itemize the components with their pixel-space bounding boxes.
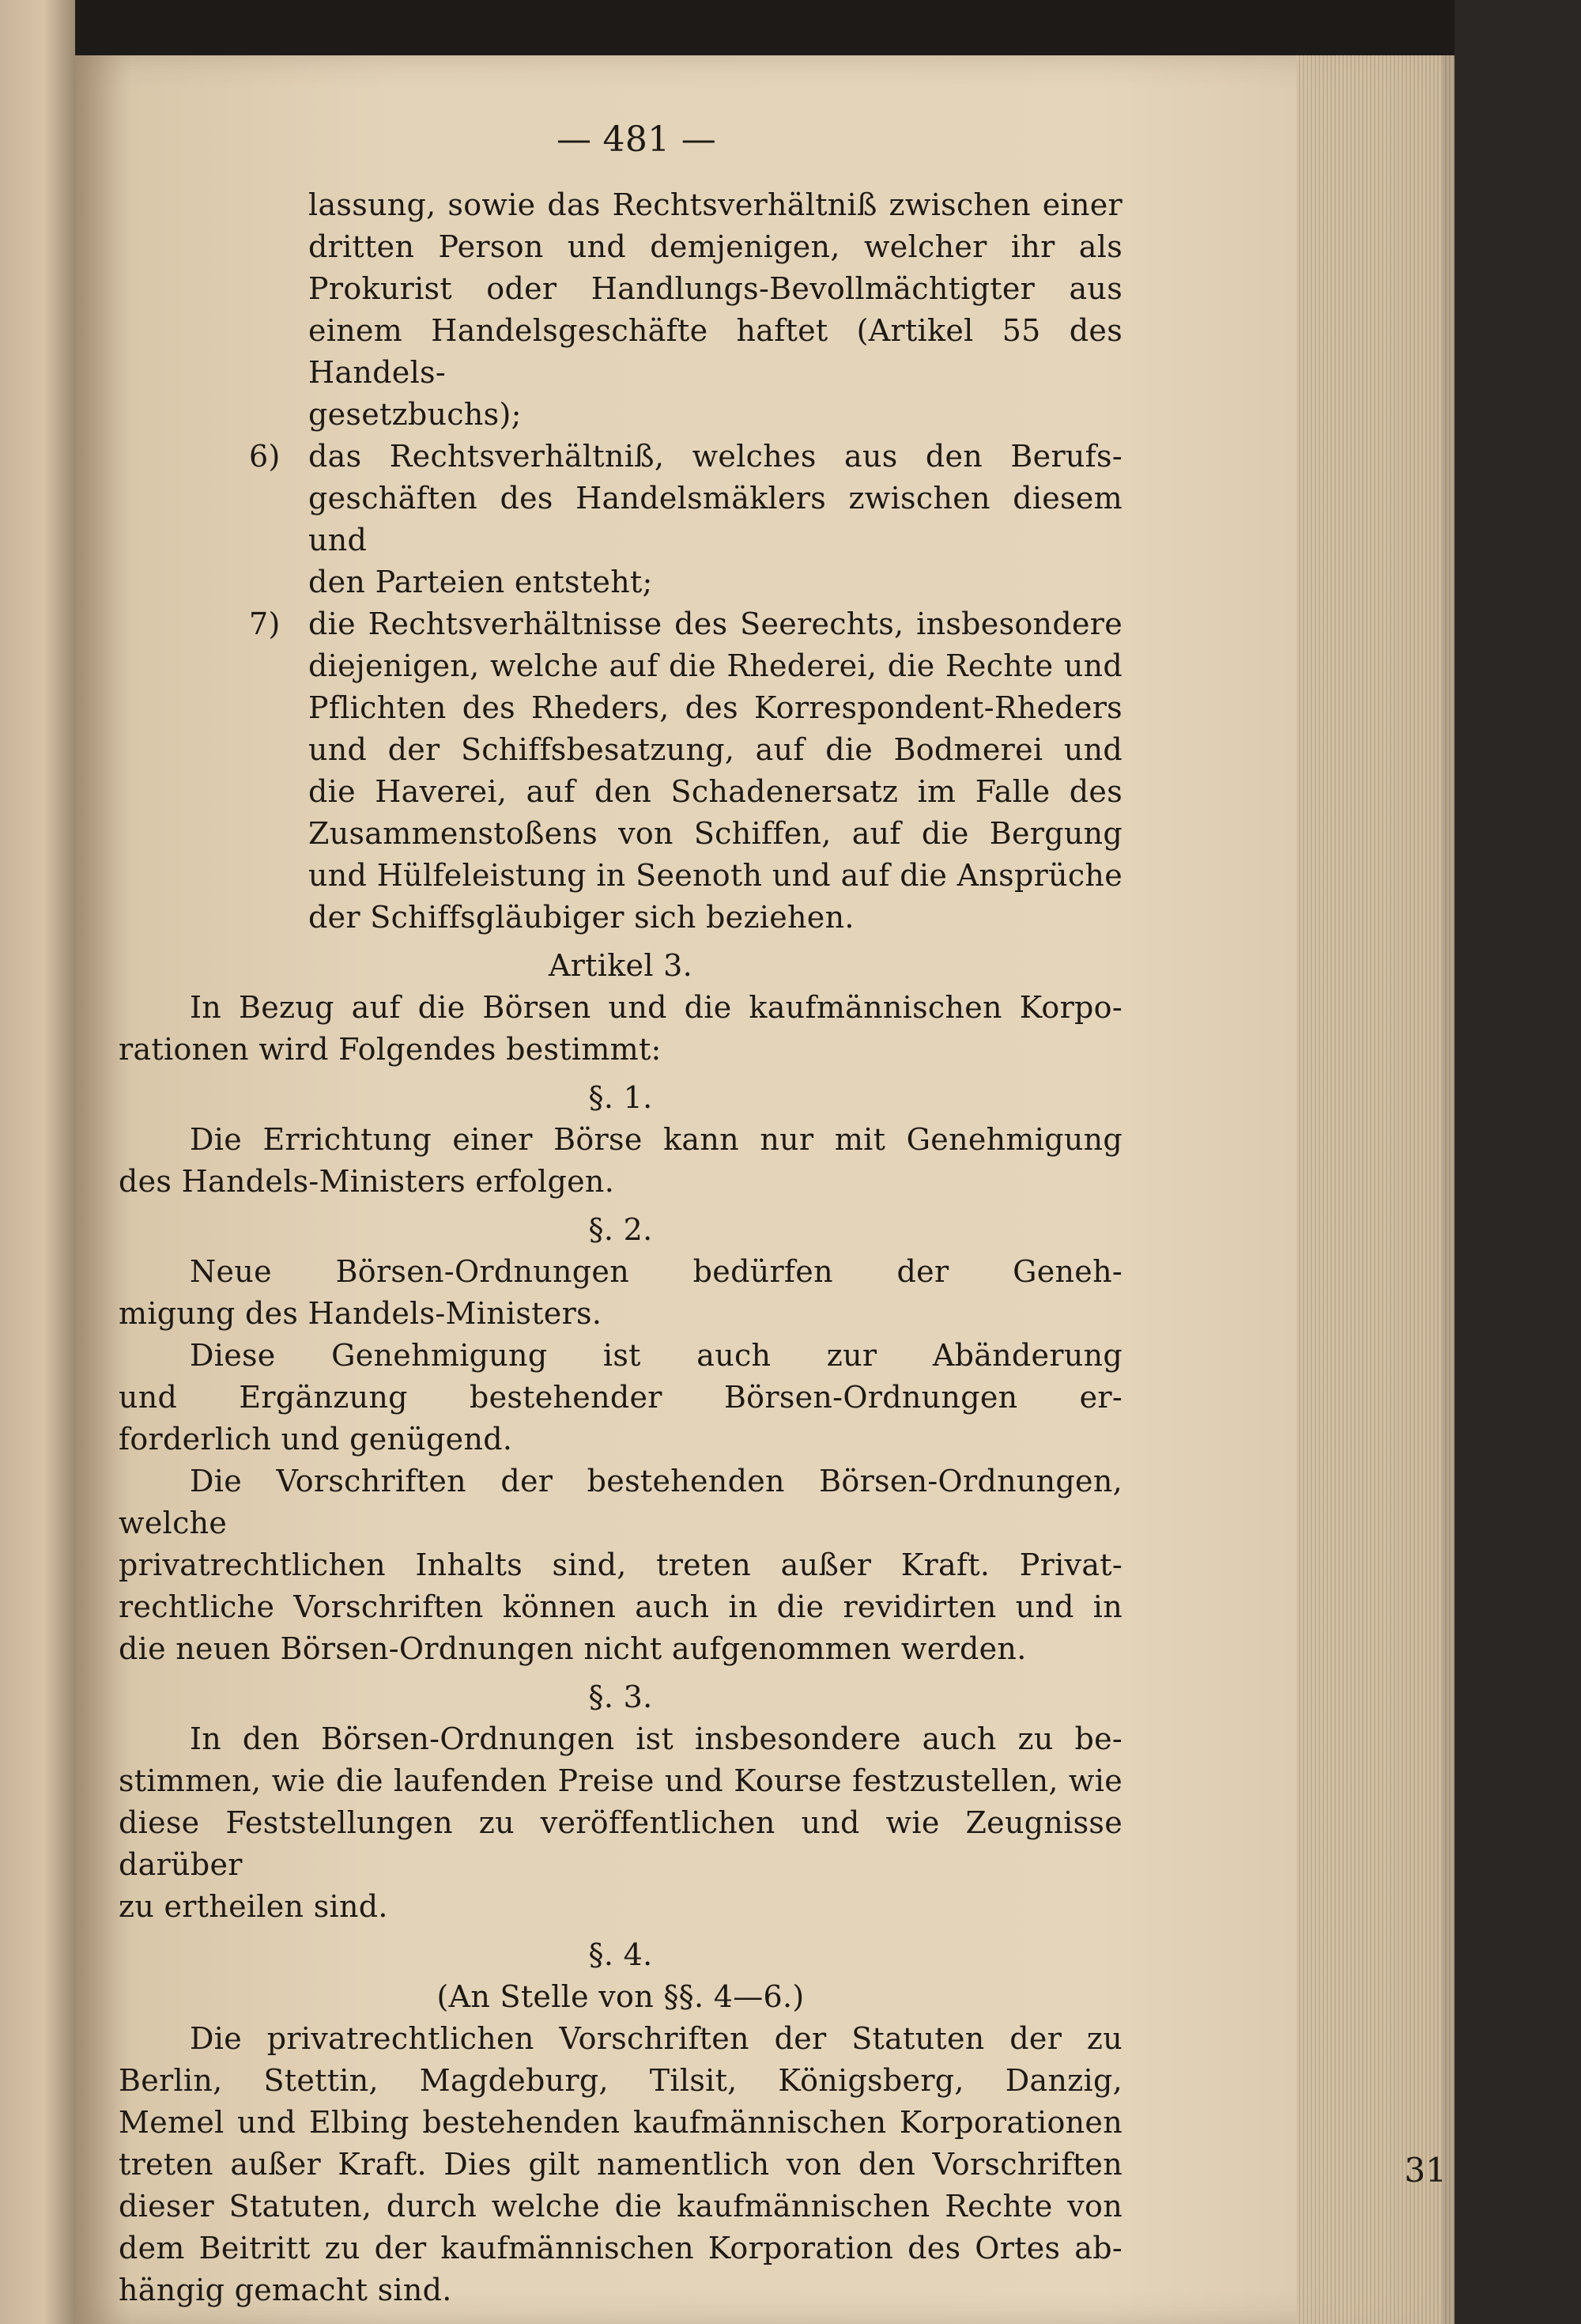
text-line: Berlin, Stettin, Magdeburg, Tilsit, Königsberg, Danzig, [119,2063,1123,2098]
item-number: 6) [249,439,281,474]
text-line: des Handels-Ministers erfolgen. [119,1164,615,1199]
section-heading: §. 1. [588,1080,653,1115]
text-line: forderlich und genügend. [119,1422,513,1457]
text-line: treten außer Kraft. Dies gilt namentlich von den Vorschriften [119,2147,1123,2182]
text-line: Neue Börsen-Ordnungen bedürfen der Geneh- [190,1254,1123,1289]
text-line: und Hülfeleistung in Seenoth und auf die Ansprüche [308,858,1123,893]
text-line: dem Beitritt zu der kaufmännischen Korporation des Ortes ab- [119,2231,1123,2265]
section-4-text [119,2018,1123,2311]
text-line: Memel und Elbing bestehenden kaufmännischen Korporationen [119,2105,1123,2140]
section-heading: §. 4. [588,1937,653,1972]
text-line: einem Handelsgeschäfte haftet (Artikel 55 des Handels- [308,313,1123,390]
section-heading: §. 2. [588,1212,653,1247]
continuation-block [119,184,1123,436]
previous-page-edge [0,0,75,2324]
text-line: Zusammenstoßens von Schiffen, auf die Bergung [308,816,1123,851]
text-line: diese Feststellungen zu veröffentlichen und wie Zeugnisse darüber [119,1805,1123,1882]
text-line: diejenigen, welche auf die Rhederei, die Rechte und [308,648,1123,683]
section-heading: §. 3. [588,1680,653,1714]
text-line: dritten Person und demjenigen, welcher ihr als [308,229,1123,264]
text-line: lassung, sowie das Rechtsverhältniß zwischen einer [308,187,1123,222]
text-line: rechtliche Vorschriften können auch in die revidirten und in [119,1589,1123,1624]
page-text [119,119,1123,2311]
text-line: Die Errichtung einer Börse kann nur mit Genehmigung [190,1122,1123,1157]
text-line: Die Vorschriften der bestehenden Börsen-Ordnungen, welche [119,1464,1123,1540]
text-line: dieser Statuten, durch welche die kaufmännischen Rechte von [119,2189,1123,2224]
text-line: die neuen Börsen-Ordnungen nicht aufgenommen werden. [119,1631,1027,1666]
item-number: 7) [249,607,281,641]
text-line: Pflichten des Rheders, des Korrespondent-Rheders [308,690,1123,725]
text-line: In Bezug auf die Börsen und die kaufmännischen Korpo- [190,990,1123,1025]
text-line: die Rechtsverhältnisse des Seerechts, insbesondere [308,607,1123,641]
text-line: privatrechtlichen Inhalts sind, treten außer Kraft. Privat- [119,1547,1123,1582]
article-intro [119,987,1123,1071]
book-cover-board [1455,0,1581,2324]
text-line: der Schiffsgläubiger sich beziehen. [308,900,855,935]
text-line: zu ertheilen sind. [119,1889,388,1924]
text-line: das Rechtsverhältniß, welches aus den Berufs- [308,439,1123,474]
text-line: Die privatrechtlichen Vorschriften der Statuten der zu [190,2021,1123,2056]
signature-mark: 31 [1404,2151,1447,2190]
text-line: und Ergänzung bestehender Börsen-Ordnungen er- [119,1380,1123,1415]
text-line: die Haverei, auf den Schadenersatz im Falle des [308,774,1123,809]
section-3-text [119,1718,1123,1928]
text-line: und der Schiffsbesatzung, auf die Bodmerei und [308,732,1123,767]
text-line: stimmen, wie die laufenden Preise und Kourse festzustellen, wie [119,1763,1123,1798]
text-line: den Parteien entsteht; [308,565,653,599]
section-2-para-1 [119,1251,1123,1335]
article-heading: Artikel 3. [548,948,693,983]
text-line: hängig gemacht sind. [119,2273,452,2307]
list-item-7 [119,603,1123,939]
page-stack-edge [1296,55,1455,2324]
text-line: geschäften des Handelsmäklers zwischen diesem und [308,481,1123,557]
section-1-text [119,1119,1123,1203]
text-line: Prokurist oder Handlungs-Bevollmächtigter aus [308,271,1123,306]
text-line: In den Börsen-Ordnungen ist insbesondere auch zu be- [190,1721,1123,1756]
text-line: Diese Genehmigung ist auch zur Abänderung [190,1338,1123,1373]
list-item-6 [119,436,1123,603]
text-line: rationen wird Folgendes bestimmt: [119,1032,662,1067]
section-2-para-2 [119,1335,1123,1461]
section-subheading: (An Stelle von §§. 4—6.) [436,1979,805,2014]
text-line: migung des Handels-Ministers. [119,1296,602,1331]
page-number: — 481 — [556,119,717,160]
section-2-para-3 [119,1461,1123,1670]
text-line: gesetzbuchs); [308,397,522,432]
